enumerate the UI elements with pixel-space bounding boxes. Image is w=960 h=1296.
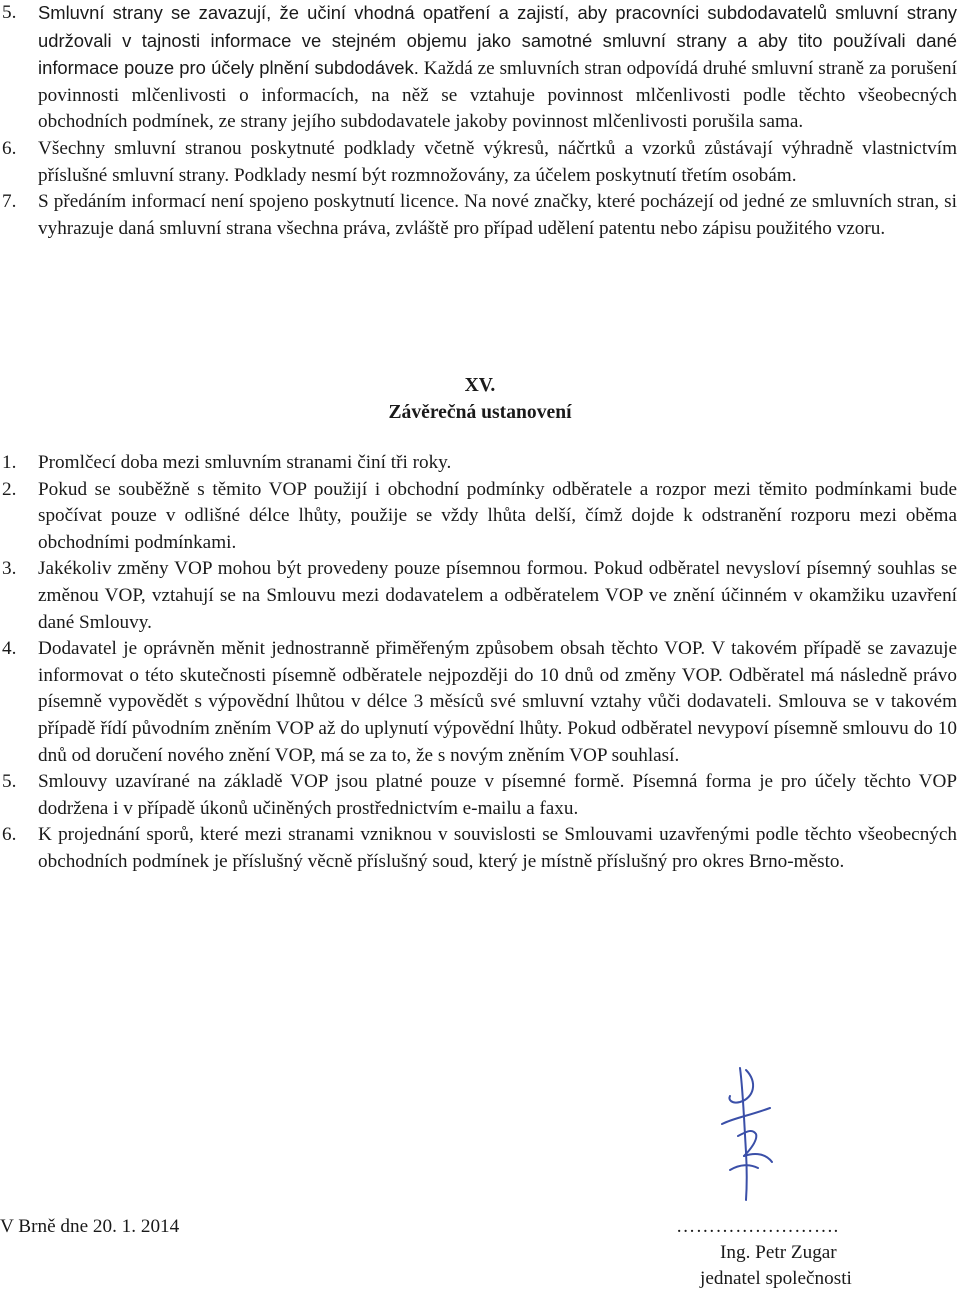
list-item [0, 189, 960, 242]
list-item [0, 556, 960, 636]
list-item [0, 636, 960, 769]
list-item [0, 822, 960, 875]
item-number: 3. [2, 558, 17, 580]
item-text: Jakékoliv změny VOP mohou být provedeny pouze písemnou formou. Pokud odběratel nevysloví písemný souhlas se změnou VOP, vztahují se na Smlouvu mezi dodavatelem a odběratelem VOP ve znění účinném v okamžiku uzavření dané Smlouvy. [38, 558, 957, 633]
list-item [0, 0, 960, 136]
signature-line: ……………………. [676, 1216, 839, 1237]
item-text: Pokud se souběžně s těmito VOP použijí i obchodní podmínky odběratele a rozpor mezi těmito podmínkami bude spočívat pouze v odlišné délce lhůty, použije se vždy lhůta delší, čímž dojde k odstranění rozporu mezi oběma obchodními podmínkami. [38, 478, 957, 553]
signer-role: jednatel společnosti [700, 1268, 852, 1289]
item-text: Dodavatel je oprávněn měnit jednostranně přiměřeným způsobem obsah těchto VOP. V takovém případě se zavazuje informovat o této skutečnosti písemně odběratele nejpozději do 10 dnů od změny VOP. Odběratel má následně právo písemně vypovědět s výpovědní lhůtou v délce 3 měsíců své smluvní vztahy vůči dodavateli. Smlouva se v takovém případě řídí původním zněním VOP až do uplynutí výpovědní lhůty. Pokud odběratel nevypoví písemně smlouvu do 10 dnů od doručení nového znění VOP, má se za to, že s novým zněním VOP souhlasí. [38, 638, 957, 766]
item-number: 4. [2, 638, 17, 660]
section-number: XV. [464, 375, 496, 396]
item-text: Smlouvy uzavírané na základě VOP jsou platné pouze v písemné formě. Písemná forma je pro účely těchto VOP dodržena i v případě úkonů učiněných prostřednictvím e-mailu a faxu. [38, 771, 957, 819]
item-text: S předáním informací není spojeno poskytnutí licence. Na nové značky, které pocházejí od jedné ze smluvních stran, si vyhrazuje daná smluvní strana všechna práva, zvláště pro případ udělení patentu nebo zápisu použitého vzoru. [38, 191, 957, 239]
signer-block [676, 1214, 916, 1292]
item-number: 7. [2, 191, 17, 213]
handwritten-signature [700, 1060, 900, 1210]
signer-name: Ing. Petr Zugar [720, 1242, 837, 1263]
item-number: 6. [2, 824, 17, 846]
item-number: 5. [2, 771, 17, 793]
section-title: Závěrečná ustanovení [388, 402, 572, 423]
item-number: 5. [2, 2, 17, 23]
item-text: Každá ze smluvních stran odpovídá druhé smluvní straně za porušení povinnosti mlčenlivosti o informacích, na něž se vztahuje povinnost mlčenlivosti podle těchto všeobecných obchodních podmínek, ze strany jejího subdodavatele jakoby povinnost mlčenlivosti porušila sama. [38, 58, 957, 133]
list-item [0, 769, 960, 822]
item-number: 6. [2, 137, 17, 159]
item-text-sans: Smluvní strany se zavazují, že učiní vhodná opatření a zajistí, aby pracovníci subdodavatelů smluvní strany udržovali v tajnosti informace ve stejném objemu jako samotné smluvní strany a aby tito používali dané informace pouze pro účely plnění subdodávek. [38, 2, 957, 79]
item-text: Promlčecí doba mezi smluvním stranami činí tři roky. [38, 452, 452, 473]
item-text: K projednání sporů, které mezi stranami vzniknou v souvislosti se Smlouvami uzavřenými podle těchto všeobecných obchodních podmínek je příslušný věcně příslušný soud, který je místně příslušný pro okres Brno-město. [38, 824, 957, 872]
list-item [0, 477, 960, 557]
list-item [0, 450, 960, 477]
place-and-date: V Brně dne 20. 1. 2014 [0, 1216, 180, 1237]
item-text: Všechny smluvní stranou poskytnuté podklady včetně výkresů, náčrtků a vzorků zůstávají výhradně vlastnictvím příslušné smluvní strany. Podklady nesmí být rozmnožovány, za účelem poskytnutí třetím osobám. [38, 137, 957, 186]
final-provisions [0, 450, 960, 876]
article-continuation [0, 0, 960, 242]
list-item [0, 136, 960, 189]
item-number: 2. [2, 478, 17, 500]
item-number: 1. [2, 452, 17, 473]
section-heading [0, 372, 960, 426]
signature-icon [700, 1060, 900, 1210]
